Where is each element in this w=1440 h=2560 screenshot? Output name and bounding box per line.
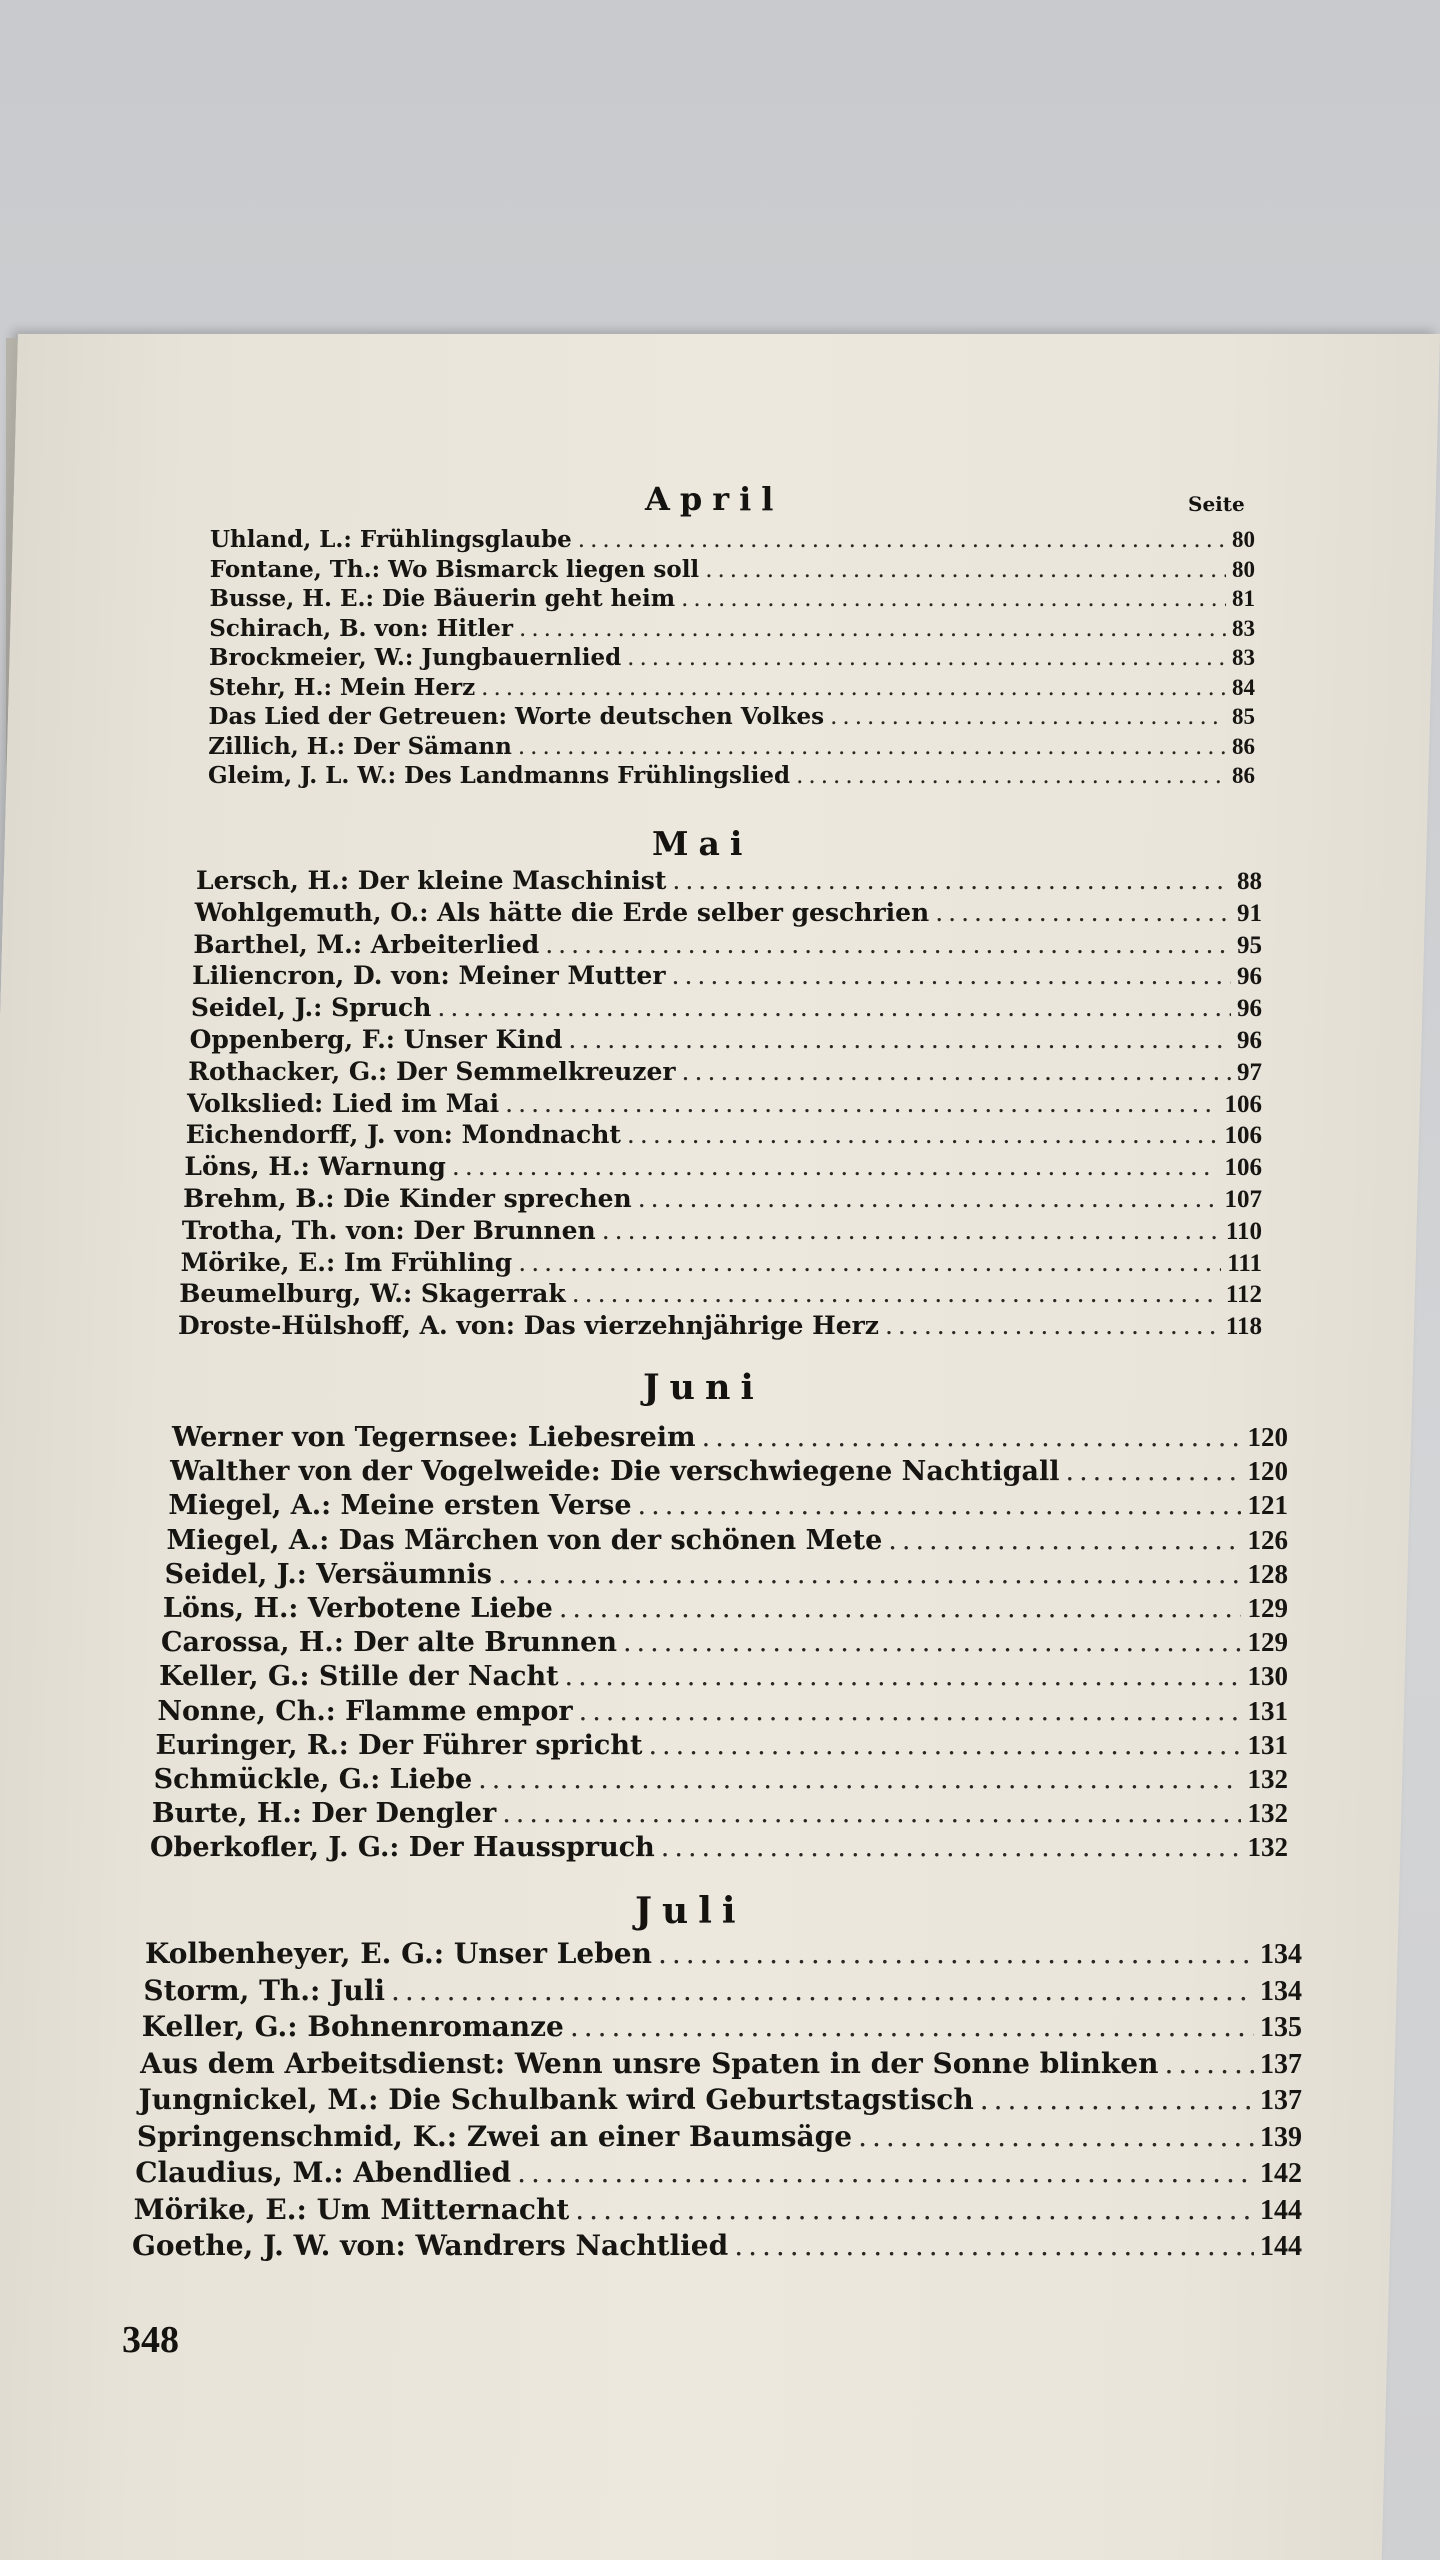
entry-title: Kolbenheyer, E. G.: Unser Leben (145, 1937, 652, 1970)
entry-title: Stehr, H.: Mein Herz (208, 673, 476, 701)
dot-leader (638, 1184, 1219, 1213)
entry-title: Schmückle, G.: Liebe (153, 1764, 473, 1795)
toc-entry (209, 644, 1255, 671)
dot-leader (518, 1248, 1221, 1277)
toc-entry (156, 1730, 1289, 1761)
dot-leader (734, 2229, 1254, 2262)
dot-leader (502, 1798, 1241, 1829)
entry-page-number: 106 (1224, 1122, 1262, 1150)
dot-leader (602, 1216, 1220, 1245)
entry-title: Löns, H.: Verbotene Liebe (162, 1593, 553, 1624)
dot-leader (559, 1593, 1242, 1624)
toc-entry (208, 762, 1255, 789)
dot-leader (627, 1120, 1219, 1149)
page-number: 348 (122, 2319, 179, 2361)
entry-page-number: 144 (1260, 2194, 1302, 2226)
toc-entry (154, 1764, 1288, 1795)
entry-title: Nonne, Ch.: Flamme empor (157, 1695, 573, 1727)
toc-entry (178, 1311, 1262, 1341)
entry-page-number: 129 (1247, 1627, 1288, 1658)
entry-page-number: 110 (1225, 1217, 1262, 1245)
entry-page-number: 86 (1232, 763, 1255, 788)
entry-page-number: 131 (1247, 1695, 1288, 1726)
entry-page-number: 85 (1232, 704, 1255, 729)
entry-title: Springenschmid, K.: Zwei an einer Baumsäge (136, 2119, 853, 2153)
toc-entry (209, 674, 1255, 701)
toc-entry (192, 961, 1262, 991)
entry-page-number: 139 (1260, 2121, 1302, 2153)
entry-page-number: 126 (1247, 1524, 1288, 1555)
dot-leader (681, 586, 1226, 612)
entry-title: Walther von der Vogelweide: Die verschwiegene Nachtigall (170, 1456, 1060, 1488)
toc-entry (172, 1422, 1288, 1453)
toc-entry (135, 2156, 1302, 2190)
toc-entry (179, 1279, 1262, 1309)
toc-entry (139, 2083, 1303, 2117)
entry-title: Mörike, E.: Im Frühling (180, 1247, 513, 1277)
entry-page-number: 132 (1247, 1832, 1288, 1863)
entry-page-number: 121 (1247, 1490, 1288, 1521)
entry-title: Liliencron, D. von: Meiner Mutter (192, 961, 666, 991)
entry-title: Miegel, A.: Meine ersten Verse (168, 1490, 632, 1522)
toc-entry (188, 1057, 1262, 1087)
entry-page-number: 106 (1224, 1154, 1262, 1182)
entry-page-number: 142 (1260, 2158, 1302, 2189)
entry-page-number: 135 (1260, 2012, 1302, 2043)
dot-leader (565, 1661, 1242, 1692)
section-title-mai: Mai (652, 824, 753, 863)
entry-title: Oppenberg, F.: Unser Kind (189, 1025, 563, 1054)
entry-title: Zillich, H.: Der Sämann (208, 732, 512, 760)
entry-page-number: 97 (1236, 1058, 1262, 1086)
entry-title: Keller, G.: Stille der Nacht (159, 1661, 559, 1693)
toc-entry (150, 1832, 1288, 1863)
entry-page-number: 107 (1224, 1186, 1262, 1213)
entry-page-number: 83 (1232, 645, 1255, 670)
toc-entry (143, 1974, 1302, 2008)
entry-page-number: 84 (1232, 674, 1255, 700)
toc-entry (193, 930, 1262, 960)
entry-title: Seidel, J.: Spruch (190, 993, 432, 1023)
toc-entry (161, 1627, 1288, 1658)
dot-leader (935, 898, 1231, 927)
entry-title: Brockmeier, W.: Jungbauernlied (209, 644, 622, 671)
entry-page-number: 118 (1225, 1313, 1262, 1341)
dot-leader (648, 1730, 1241, 1761)
entry-title: Uhland, L.: Frühlingsglaube (210, 526, 572, 553)
entry-page-number: 96 (1236, 1027, 1262, 1054)
entry-page-number: 80 (1232, 556, 1255, 582)
entry-page-number: 132 (1247, 1764, 1288, 1794)
entry-title: Busse, H. E.: Die Bäuerin geht heim (209, 585, 676, 612)
dot-leader (575, 2193, 1254, 2226)
dot-leader (682, 1057, 1231, 1086)
toc-entry (170, 1456, 1288, 1487)
dot-leader (481, 675, 1226, 701)
entry-title: Miegel, A.: Das Märchen von der schönen Mete (166, 1524, 883, 1556)
dot-leader (658, 1937, 1254, 1970)
toc-entry (157, 1696, 1288, 1727)
dot-leader (980, 2083, 1254, 2116)
entry-title: Aus dem Arbeitsdienst: Wenn unsre Spaten in der Sonne blinken (140, 2046, 1159, 2080)
dot-leader (391, 1974, 1254, 2007)
toc-entry (165, 1559, 1288, 1590)
entry-title: Rothacker, G.: Der Semmelkreuzer (188, 1056, 676, 1086)
toc-entry (190, 1025, 1262, 1055)
entry-page-number: 120 (1247, 1456, 1288, 1487)
dot-leader (672, 961, 1231, 990)
dot-leader (1164, 2047, 1254, 2080)
entry-title: Oberkofler, J. G.: Der Hausspruch (150, 1832, 655, 1864)
entry-page-number: 131 (1247, 1729, 1288, 1760)
dot-leader (545, 930, 1231, 959)
entry-page-number: 96 (1236, 963, 1262, 991)
dot-leader (638, 1490, 1242, 1521)
dot-leader (830, 704, 1226, 730)
dot-leader (623, 1627, 1242, 1658)
toc-entry (186, 1120, 1262, 1150)
toc-entry (208, 733, 1255, 760)
section-title-juli: Juli (635, 1890, 746, 1932)
entry-page-number: 120 (1247, 1422, 1288, 1452)
entry-title: Seidel, J.: Versäumnis (164, 1558, 493, 1590)
toc-entry (168, 1490, 1288, 1521)
toc-entry (181, 1248, 1262, 1278)
entry-title: Keller, G.: Bohnenromanze (141, 2010, 564, 2043)
entry-page-number: 95 (1236, 931, 1262, 959)
entry-title: Fontane, Th.: Wo Bismarck liegen soll (209, 555, 700, 583)
entry-page-number: 111 (1227, 1249, 1262, 1277)
seite-label: Seite (1188, 492, 1245, 516)
dot-leader (858, 2120, 1254, 2153)
entry-title: Trotha, Th. von: Der Brunnen (181, 1215, 596, 1245)
dot-leader (579, 1696, 1242, 1727)
toc-entry (159, 1661, 1288, 1692)
entry-page-number: 137 (1260, 2085, 1302, 2116)
dot-leader (570, 2010, 1254, 2043)
entry-title: Lersch, H.: Der kleine Maschinist (196, 866, 667, 895)
toc-entry (191, 993, 1262, 1023)
entry-page-number: 112 (1225, 1281, 1262, 1309)
dot-leader (705, 557, 1226, 583)
dot-leader (498, 1559, 1241, 1590)
toc-entry (142, 2010, 1302, 2044)
entry-page-number: 128 (1247, 1558, 1288, 1589)
toc-entry (140, 2047, 1302, 2081)
entry-title: Goethe, J. W. von: Wandrers Nachtlied (132, 2229, 729, 2262)
entry-title: Brehm, B.: Die Kinder sprechen (183, 1184, 632, 1213)
dot-leader (672, 866, 1231, 895)
toc-entry (163, 1593, 1288, 1624)
toc-entry (152, 1798, 1288, 1829)
dot-leader (627, 645, 1226, 671)
dot-leader (517, 2156, 1254, 2189)
dot-leader (572, 1279, 1220, 1308)
entry-title: Eichendorff, J. von: Mondnacht (185, 1120, 621, 1150)
toc-entry (196, 866, 1262, 896)
toc-entry (209, 703, 1256, 730)
toc-entry (132, 2229, 1302, 2263)
entry-title: Löns, H.: Warnung (184, 1152, 446, 1182)
dot-leader (702, 1422, 1242, 1453)
entry-title: Wohlgemuth, O.: Als hätte die Erde selber geschrien (194, 897, 930, 927)
entry-page-number: 83 (1232, 615, 1255, 641)
entry-page-number: 91 (1236, 899, 1262, 927)
toc-entry (210, 526, 1255, 553)
entry-title: Claudius, M.: Abendlied (135, 2156, 512, 2189)
toc-entry (184, 1152, 1262, 1182)
entry-title: Jungnickel, M.: Die Schulbank wird Geburtstagstisch (138, 2083, 974, 2116)
entry-page-number: 144 (1260, 2231, 1302, 2262)
dot-leader (888, 1525, 1241, 1556)
entry-page-number: 106 (1224, 1090, 1262, 1118)
entry-title: Mörike, E.: Um Mitternacht (133, 2192, 570, 2226)
entry-title: Beumelburg, W.: Skagerrak (179, 1279, 566, 1309)
entry-page-number: 129 (1247, 1593, 1288, 1623)
entry-page-number: 130 (1247, 1661, 1288, 1692)
entry-title: Burte, H.: Der Dengler (151, 1798, 497, 1830)
entry-page-number: 80 (1232, 527, 1255, 552)
toc-entry (195, 898, 1262, 928)
entry-page-number: 88 (1237, 868, 1262, 895)
dot-leader (796, 763, 1226, 789)
dot-leader (661, 1832, 1242, 1863)
entry-title: Carossa, H.: Der alte Brunnen (161, 1627, 617, 1659)
entry-title: Werner von Tegernsee: Liebesreim (172, 1422, 696, 1453)
dot-leader (568, 1025, 1231, 1054)
toc-entry (167, 1525, 1289, 1556)
toc-entry (137, 2120, 1302, 2154)
entry-page-number: 134 (1260, 1939, 1302, 1970)
entry-title: Volkslied: Lied im Mai (187, 1088, 500, 1118)
entry-title: Gleim, J. L. W.: Des Landmanns Frühlingslied (208, 762, 791, 789)
section-title-april: April (645, 480, 784, 518)
entry-title: Barthel, M.: Arbeiterlied (193, 929, 540, 959)
toc-entry (183, 1184, 1262, 1214)
toc-entry (210, 585, 1256, 612)
toc-entry (145, 1937, 1302, 1971)
dot-leader (478, 1764, 1241, 1795)
entry-title: Schirach, B. von: Hitler (209, 614, 514, 642)
dot-leader (452, 1152, 1219, 1181)
entry-page-number: 137 (1260, 2048, 1302, 2080)
dot-leader (505, 1089, 1218, 1118)
entry-page-number: 81 (1232, 586, 1255, 611)
entry-page-number: 132 (1247, 1798, 1288, 1829)
entry-page-number: 134 (1260, 1975, 1302, 2007)
entry-page-number: 96 (1236, 995, 1262, 1023)
entry-title: Euringer, R.: Der Führer spricht (155, 1729, 643, 1761)
entry-title: Storm, Th.: Juli (143, 1973, 385, 2007)
toc-entry (134, 2193, 1302, 2227)
dot-leader (885, 1311, 1220, 1340)
entry-title: Droste-Hülshoff, A. von: Das vierzehnjährige Herz (178, 1311, 879, 1341)
dot-leader (578, 527, 1226, 553)
toc-entry (182, 1216, 1262, 1246)
dot-leader (437, 993, 1231, 1022)
section-title-juni: Juni (643, 1367, 764, 1408)
toc-entry (187, 1089, 1262, 1119)
dot-leader (519, 616, 1226, 642)
toc-entry (210, 556, 1255, 583)
toc-entry (209, 615, 1255, 642)
entry-title: Das Lied der Getreuen: Worte deutschen Volkes (208, 703, 825, 730)
entry-page-number: 86 (1232, 733, 1255, 759)
dot-leader (518, 734, 1226, 760)
dot-leader (1066, 1456, 1242, 1487)
